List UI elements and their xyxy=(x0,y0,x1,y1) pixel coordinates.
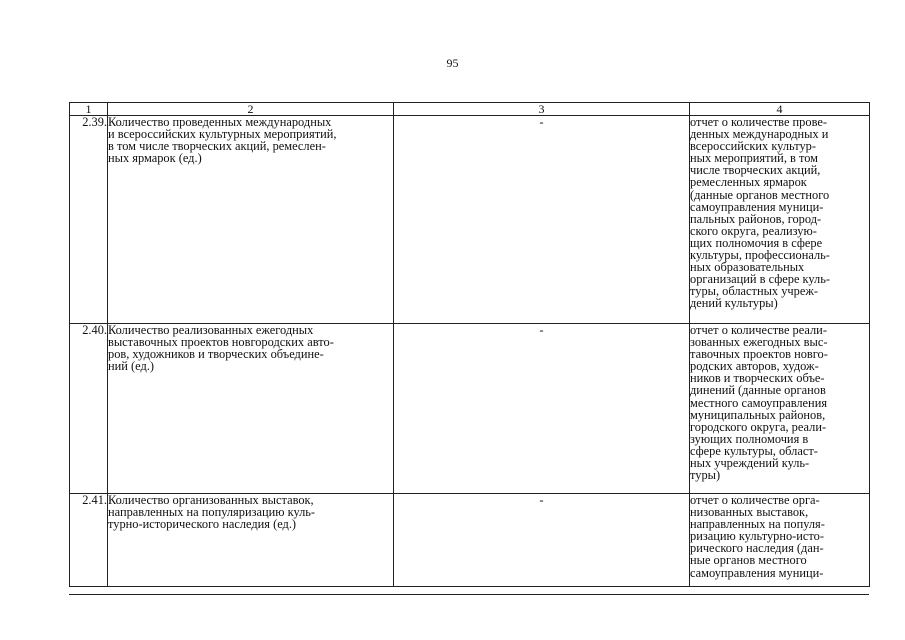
source-line: родских авторов, худож- xyxy=(690,359,819,374)
source-line: числе творческих акций, xyxy=(690,163,821,178)
indicator-line: в том числе творческих акций, ремеслен- xyxy=(108,139,326,154)
indicators-table xyxy=(69,102,870,587)
source-line: туры, областных учреж- xyxy=(690,284,819,299)
source-line: сфере культуры, област- xyxy=(690,443,818,458)
indicator-name xyxy=(108,116,394,324)
source-line: отчет о количестве прове- xyxy=(690,115,827,129)
indicator-line: ний (ед.) xyxy=(108,359,154,374)
indicator-line: Количество организованных выставок, xyxy=(108,493,314,507)
source-line: отчет о количестве орга- xyxy=(690,493,820,507)
source-line: муниципальных районов, xyxy=(690,407,826,422)
table-row xyxy=(70,324,870,494)
source-line: всероссийских культур- xyxy=(690,139,816,154)
source-line: ных мероприятий, в том xyxy=(690,151,819,166)
source-line: ремесленных ярмарок xyxy=(690,175,807,190)
indicator-line: Количество реализованных ежегодных xyxy=(108,323,314,337)
table-bottom-border xyxy=(69,594,869,595)
source-line: культуры, профессиональ- xyxy=(690,248,830,263)
indicator-value: - xyxy=(394,494,690,587)
source-line: дений культуры) xyxy=(690,296,778,311)
source-line: организаций в сфере куль- xyxy=(690,272,830,287)
source-line: тавочных проектов новго- xyxy=(690,347,828,362)
indicator-name xyxy=(108,494,394,587)
indicator-line: выставочных проектов новгородских авто- xyxy=(108,335,334,350)
column-header-3: 3 xyxy=(394,103,690,116)
source-line: ризацию культурно-исто- xyxy=(690,529,824,544)
source-line: отчет о количестве реали- xyxy=(690,323,827,337)
indicator-line: и всероссийских культурных мероприятий, xyxy=(108,127,337,142)
source-line: пальных районов, город- xyxy=(690,211,822,226)
row-number: 2.41. xyxy=(70,494,108,587)
row-number: 2.39. xyxy=(70,116,108,324)
source-line: денных международных и xyxy=(690,127,829,142)
source-line: низованных выставок, xyxy=(690,505,809,520)
source-line: городского округа, реали- xyxy=(690,419,827,434)
data-source xyxy=(690,116,870,324)
source-line: ского округа, реализую- xyxy=(690,223,817,238)
indicator-line: Количество проведенных международных xyxy=(108,115,332,129)
source-line: туры) xyxy=(690,468,721,483)
data-source xyxy=(690,494,870,587)
source-line: динений (данные органов xyxy=(690,383,826,398)
source-line: местного самоуправления xyxy=(690,395,828,410)
indicator-line: ных ярмарок (ед.) xyxy=(108,151,202,166)
source-line: ных образовательных xyxy=(690,260,805,275)
data-source xyxy=(690,324,870,494)
source-line: зованных ежегодных выс- xyxy=(690,335,828,350)
table-row xyxy=(70,116,870,324)
source-line: ников и творческих объе- xyxy=(690,371,825,386)
source-line: ных учреждений куль- xyxy=(690,456,810,471)
page-bottom-margin xyxy=(0,595,905,640)
source-line: зующих полномочия в xyxy=(690,431,809,446)
column-header-4: 4 xyxy=(690,103,870,116)
column-header-1: 1 xyxy=(70,103,108,116)
indicator-value: - xyxy=(394,116,690,324)
page-number: 95 xyxy=(446,56,459,70)
source-line: самоуправления муници- xyxy=(690,199,824,214)
source-line: самоуправления муници- xyxy=(690,565,824,580)
table-header-row xyxy=(70,103,870,116)
indicator-name xyxy=(108,324,394,494)
source-line: (данные органов местного xyxy=(690,187,830,202)
source-line: направленных на популя- xyxy=(690,517,825,532)
source-line: щих полномочия в сфере xyxy=(690,235,823,250)
indicator-value: - xyxy=(394,324,690,494)
column-header-2: 2 xyxy=(108,103,394,116)
indicator-line: ров, художников и творческих объедине- xyxy=(108,347,324,362)
indicator-line: направленных на популяризацию куль- xyxy=(108,505,316,520)
indicator-line: турно-исторического наследия (ед.) xyxy=(108,517,297,532)
table-row xyxy=(70,494,870,587)
source-line: рического наследия (дан- xyxy=(690,541,824,556)
row-number: 2.40. xyxy=(70,324,108,494)
source-line: ные органов местного xyxy=(690,553,807,568)
